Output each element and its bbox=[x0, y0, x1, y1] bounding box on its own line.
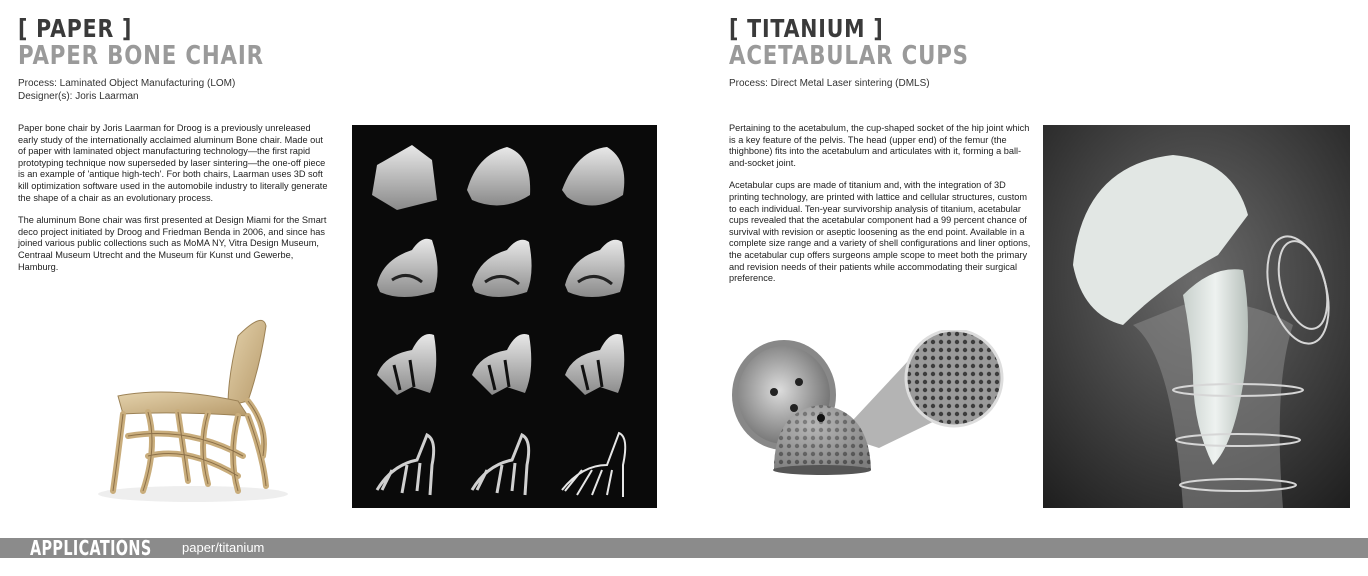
article-meta bbox=[18, 77, 235, 103]
article-title: PAPER BONE CHAIR bbox=[18, 41, 264, 71]
article-body bbox=[729, 123, 1034, 296]
acetabular-cup-photo bbox=[729, 330, 1029, 480]
body-paragraph: Acetabular cups are made of titanium and, with the integration of 3D printing technology, are printed with lattice and cellular structures, custom to each individual. Ten-year survivorship analysis of titanium, acetabular cups revealed that the acetabular component had a 99 percent chance of survival with revision or aseptic loosening as the end point. Available in a complete size range and a variety of shell configurations and liner options, the acetabular cup offers surgeons ample scope to meet both the primary and revision needs of their patients while accommodating their surgical preference. bbox=[729, 180, 1031, 284]
section-kicker: [ PAPER ] bbox=[18, 14, 133, 43]
article-title: ACETABULAR CUPS bbox=[729, 41, 969, 71]
chair-evolution-grid bbox=[352, 125, 657, 508]
body-paragraph: The aluminum Bone chair was first presented at Design Miami for the Smart deco project initiated by Droog and Friedman Benda in 2006, and since has joined various public collections such as MoMA NY, Vitra Design Museum, Centraal Museum Utrecht and the Museum für Kunst und Gewerbe, Hamburg. bbox=[18, 215, 327, 272]
footer-section-title: APPLICATIONS bbox=[30, 536, 152, 560]
body-paragraph: Paper bone chair by Joris Laarman for Droog is a previously unreleased early study of the internationally acclaimed aluminum Bone chair. Made out of paper with laminated object manufacturing technology—the first rapid prototyping technique now superseded by laser sintering—the one-off piece is an example of 'antique high-tech'. For both chairs, Laarman uses 3D soft kill optimization software used in the automobile industry to literally generate the shape of a chair as an evolutionary process. bbox=[18, 123, 328, 203]
designer-line: Designer(s): Joris Laarman bbox=[18, 91, 139, 102]
bone-chair-photo bbox=[88, 306, 298, 506]
section-kicker: [ TITANIUM ] bbox=[729, 14, 884, 43]
article-body bbox=[18, 123, 330, 284]
article-meta bbox=[729, 77, 930, 90]
process-line: Process: Direct Metal Laser sintering (DMLS) bbox=[729, 78, 930, 89]
process-line: Process: Laminated Object Manufacturing (LOM) bbox=[18, 78, 236, 89]
footer-bar bbox=[0, 538, 1368, 558]
footer-subtitle: paper/titanium bbox=[182, 540, 265, 555]
hip-xray-photo bbox=[1043, 125, 1350, 508]
body-paragraph: Pertaining to the acetabulum, the cup-shaped socket of the hip joint which is a key feature of the pelvis. The head (upper end) of the femur (the thighbone) fits into the acetabulum and articulates with it, forming a ball-and-socket joint. bbox=[729, 123, 1030, 168]
